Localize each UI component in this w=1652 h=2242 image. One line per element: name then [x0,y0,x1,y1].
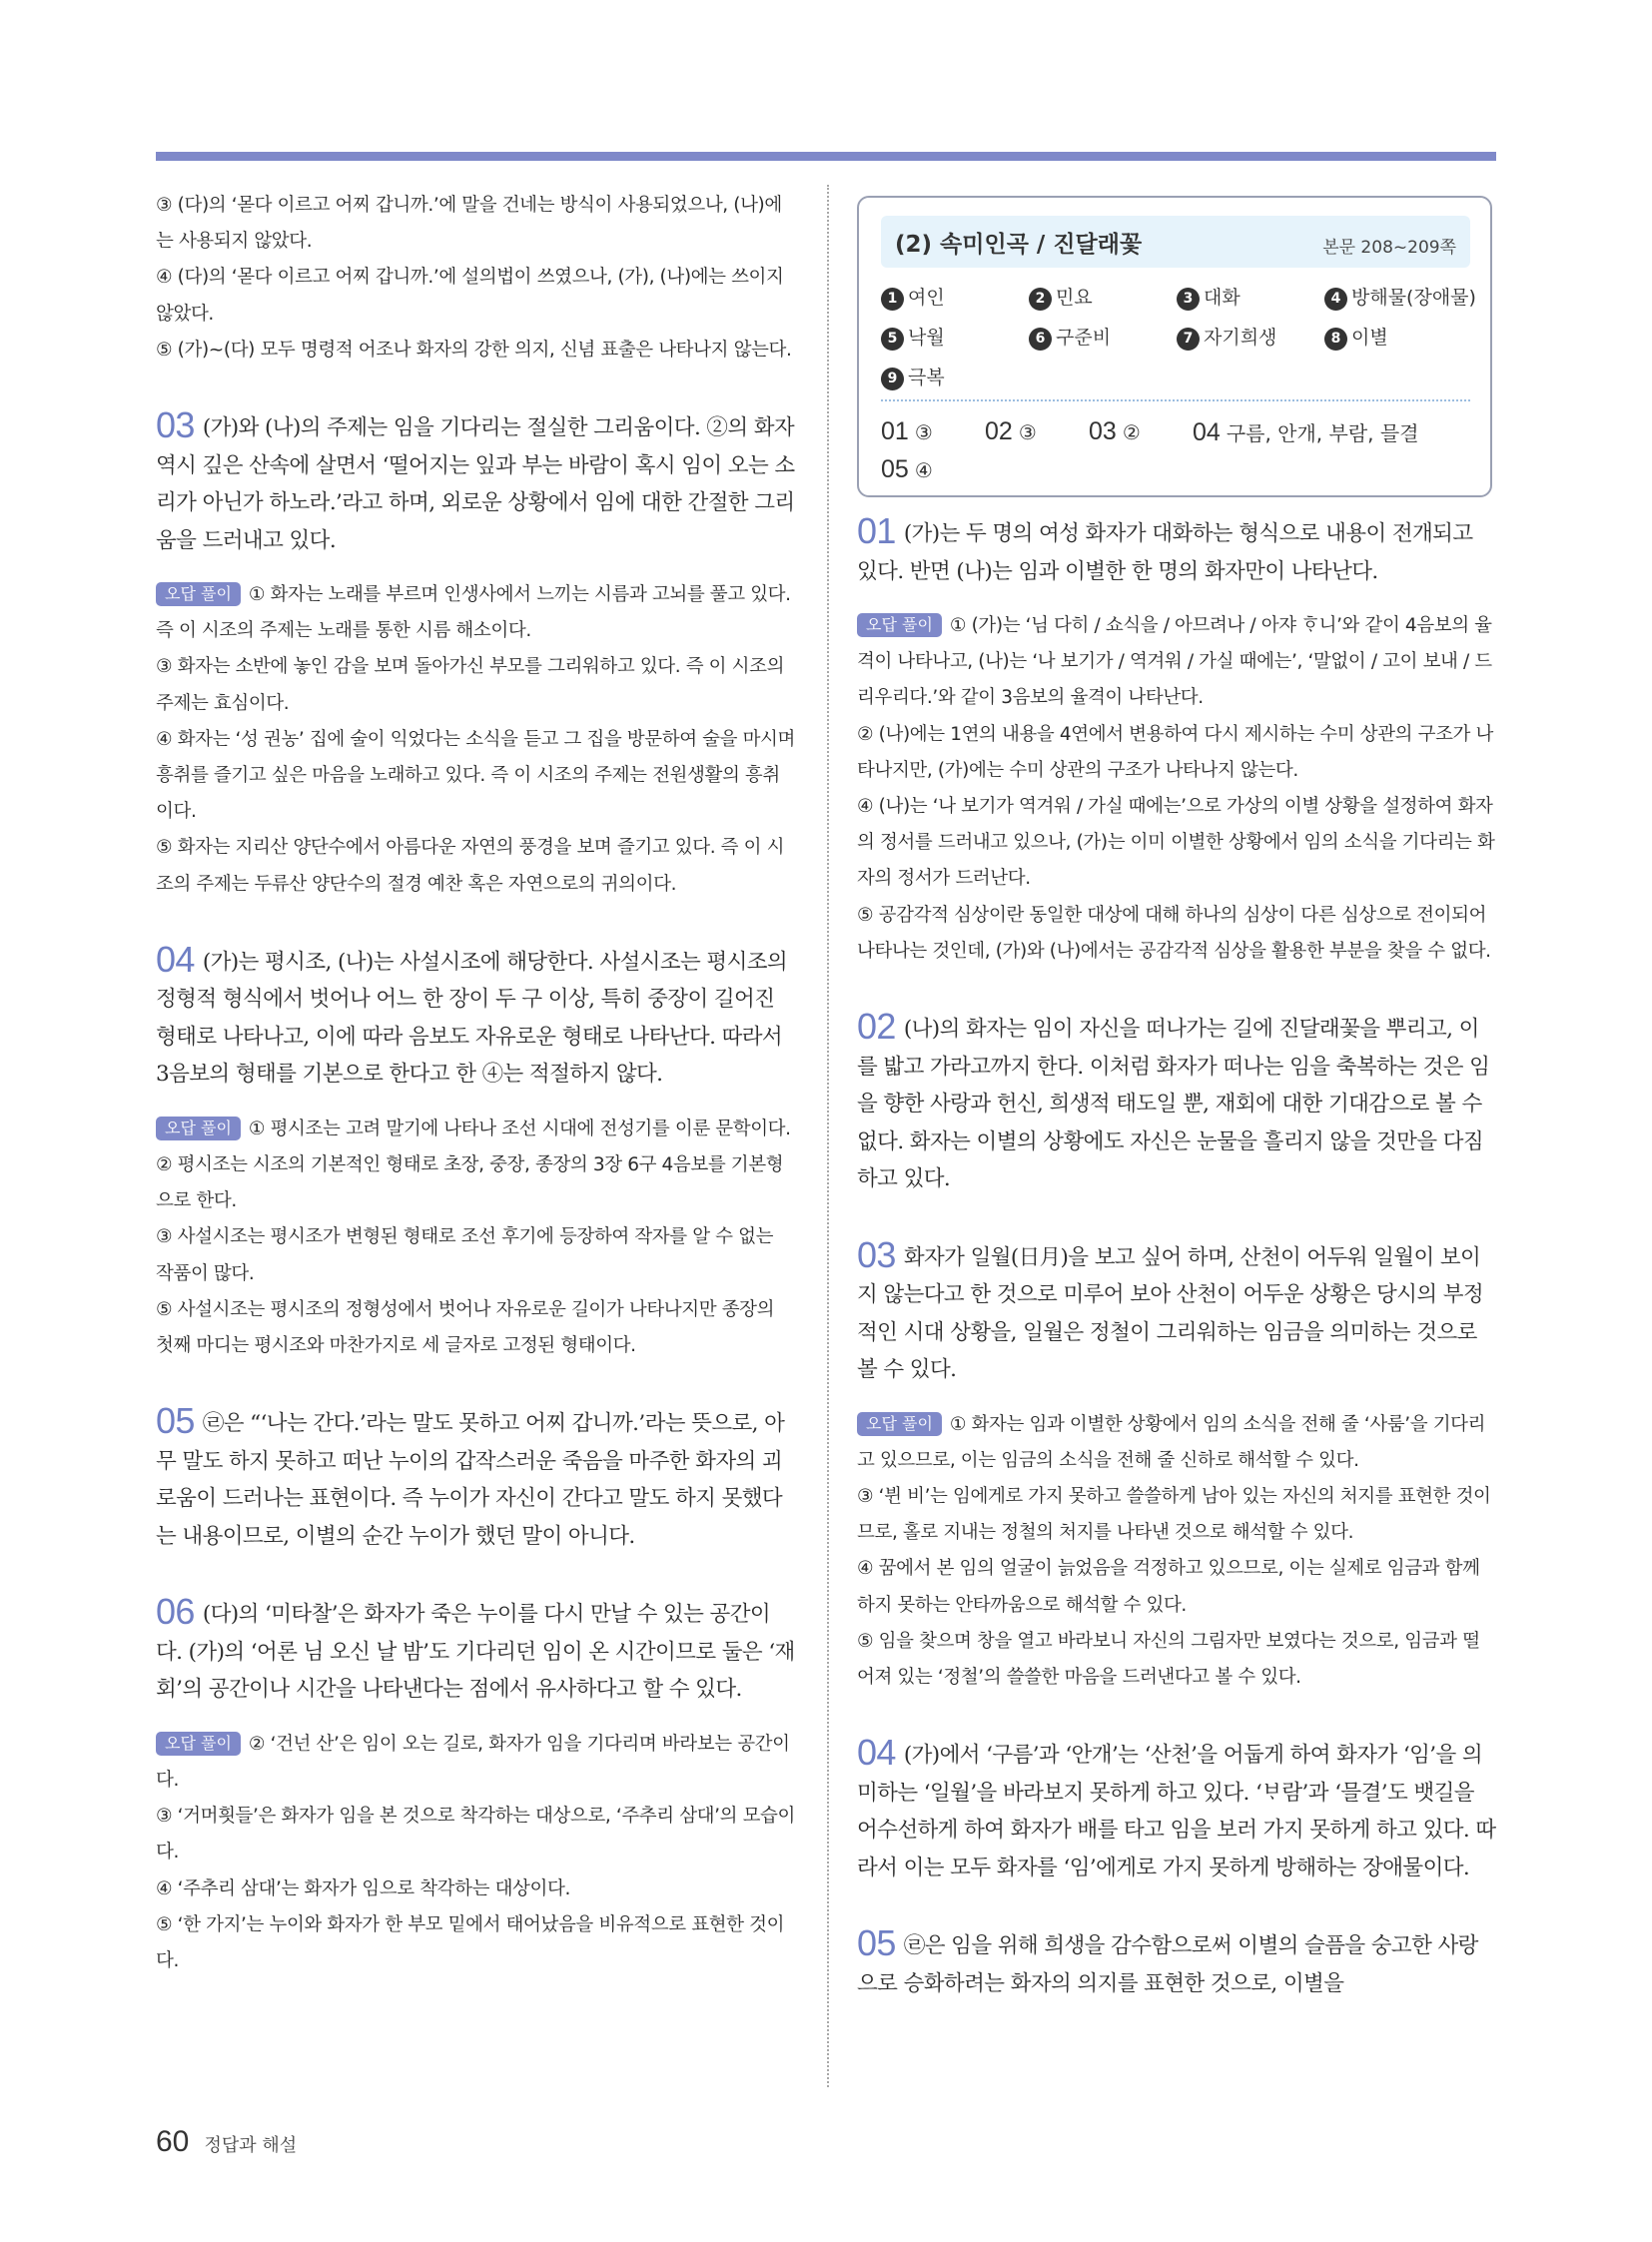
answer-value: ③ [914,420,933,444]
sub-explanation [156,1907,795,1979]
keyword-label: 여인 [908,287,945,309]
paragraph-text: (가)는 평시조, (나)는 사설시조에 해당한다. 사설시조는 평시조의 정형적 형식에서 벗어나 어느 한 장이 두 구 이상, 특히 중장이 길어진 형태로 나타나고, 이에 따라 음보도 자유로운 형태로 나타난다. 따라서 3음보의 형태를 기본으로 한다고 한 ④는 적절하지 않다. [156,949,788,1088]
sub-explanation [857,1479,1496,1551]
paragraph-text: ㉣은 “‘나는 간다.’라는 말도 못하고 어찌 갑니까.’라는 뜻으로, 아무 말도 하지 못하고 떠난 누이의 갑작스러운 죽음을 마주한 화자의 괴로움이 드러나는 표현이다. 즉 누이가 자신이 간다고 말도 하지 못했다는 내용이므로, 이별의 순간 누이가 했던 말이 아니다. [156,1411,785,1549]
question-explanation [156,938,795,1094]
question-number: 06 [156,1591,195,1633]
answer-number: 05 [881,455,909,483]
answer-box-title: (2) 속미인곡 / 진달래꽃 [895,232,1143,258]
paragraph-text: ④ 꿈에서 본 임의 얼굴이 늙었음을 걱정하고 있으므로, 이는 실제로 임금과 함께 하지 못하는 안타까움으로 해석할 수 있다. [857,1558,1480,1616]
answer-item [881,417,933,446]
paragraph-text: ④ 화자는 ‘성 권농’ 집에 술이 익었다는 소식을 듣고 그 집을 방문하여 술을 마시며 흥취를 즐기고 싶은 마음을 노래하고 있다. 즉 이 시조의 주제는 전원생활의 흥취이다. [156,728,795,823]
paragraph-text: ⑤ (가)~(다) 모두 명령적 어조나 화자의 강한 의지, 신념 표출은 나타나지 않는다. [156,339,792,361]
keyword-item [881,283,945,311]
sub-explanation [857,717,1496,789]
keyword-item [1029,283,1093,311]
paragraph-text: (가)는 두 명의 여성 화자가 대화하는 형식으로 내용이 전개되고 있다. 반면 (나)는 임과 이별한 한 명의 화자만이 나타난다. [857,521,1473,584]
sub-explanation [156,333,795,369]
paragraph-text: ⑤ 화자는 지리산 양단수에서 아름다운 자연의 풍경을 보며 즐기고 있다. 즉 이 시조의 주제는 두류산 양단수의 절경 예찬 혹은 자연으로의 귀의이다. [156,837,785,895]
answer-number: 02 [985,417,1013,445]
paragraph-text: ① 화자는 임과 이별한 상황에서 임의 소식을 전해 줄 ‘사룸’을 기다리고 있으므로, 이는 임금의 소식을 전해 줄 신하로 해석할 수 있다. [857,1413,1486,1471]
question-explanation [156,406,795,559]
paragraph-text: ④ (다)의 ‘몯다 이르고 어찌 갑니까.’에 설의법이 쓰였으나, (가), (나)에는 쓰이지 않았다. [156,267,784,325]
sub-explanation [156,1147,795,1219]
left-column [156,188,795,1979]
wrong-answer-badge: 오답 풀이 [857,1412,942,1436]
spacer [857,1389,1496,1407]
keyword-item [1324,323,1388,351]
paragraph-text: (가)에서 ‘구름’과 ‘안개’는 ‘산천’을 어둡게 하여 화자가 ‘임’을 의미하는 ‘일월’을 바라보지 못하게 하고 있다. ‘ᄇᆞ람’과 ‘믈결’도 뱃길을 어수선하게 하여 화자가 배를 타고 임을 보러 가지 못하게 하고 있다. 따라서 이는 모두 화자를 ‘임’에게로 가지 못하게 방해하는 장애물이다. [857,1743,1496,1880]
keyword-label: 대화 [1204,287,1240,309]
paragraph-text: ㉣은 임을 위해 희생을 감수함으로써 이별의 슬픔을 숭고한 사랑으로 승화하려는 화자의 의지를 표현한 것으로, 이별을 [857,1933,1478,1996]
wrong-answer-badge: 오답 풀이 [156,1117,241,1140]
paragraph-text: ③ 사설시조는 평시조가 변형된 형태로 조선 후기에 등장하여 작자를 알 수 없는 작품이 많다. [156,1226,774,1284]
keyword-item [881,323,945,351]
keyword-label: 방해물(장애물) [1351,287,1476,309]
sub-explanation [156,1219,795,1291]
question-number: 01 [857,510,896,551]
top-color-bar [156,152,1496,161]
paragraph-text: ⑤ 임을 찾으며 창을 열고 바라보니 자신의 그림자만 보였다는 것으로, 임금과 떨어져 있는 ‘정철’의 쓸쓸한 마음을 드러낸다고 볼 수 있다. [857,1630,1480,1688]
question-number: 05 [156,1400,195,1442]
question-number: 04 [156,938,195,980]
answer-box-header [881,216,1470,268]
question-explanation [857,512,1496,590]
keyword-item [881,363,945,390]
answer-value: ② [1122,420,1141,444]
paragraph-text: ④ ‘주추리 삼대’는 화자가 임으로 착각하는 대상이다. [156,1877,570,1899]
wrong-answer-badge: 오답 풀이 [156,582,241,606]
keyword-number-badge: 4 [1324,288,1347,311]
wrong-answer-badge: 오답 풀이 [857,613,942,637]
sub-explanation [156,1871,795,1907]
keyword-number-badge: 3 [1177,288,1200,311]
spacer [156,1709,795,1727]
sub-explanation [156,649,795,721]
column-separator [827,185,829,2087]
keyword-number-badge: 7 [1177,328,1200,351]
spacer [156,559,795,577]
spacer [857,970,1496,1008]
paragraph-text: ② 평시조는 시조의 기본적인 형태로 초장, 중장, 종장의 3장 6구 4음보를 기본형으로 한다. [156,1154,784,1212]
page-number: 60 [156,2125,190,2158]
spacer [156,1094,795,1112]
question-explanation [857,1233,1496,1389]
keyword-label: 낙월 [908,327,945,349]
answer-item [1089,417,1141,446]
sub-explanation [857,608,1496,717]
paragraph-text: ⑤ 사설시조는 평시조의 정형성에서 벗어나 자유로운 길이가 나타나지만 종장의 첫째 마디는 평시조와 마찬가지로 세 글자로 고정된 형태이다. [156,1298,775,1357]
sub-explanation [156,188,795,260]
paragraph-text: (나)의 화자는 임이 자신을 떠나가는 길에 진달래꽃을 뿌리고, 이를 밟고 가라고까지 한다. 이처럼 화자가 떠나는 임을 축복하는 것은 임을 향한 사랑과 헌신, 희생적 태도일 뿐, 재회에 대한 기대감으로 볼 수 없다. 화자는 이별의 상황에도 자신은 눈물을 흘리지 않을 것만을 다짐하고 있다. [857,1017,1490,1192]
keyword-number-badge: 8 [1324,328,1347,351]
answer-box-page-ref: 본문 208~209쪽 [1322,238,1456,258]
sub-explanation [857,1624,1496,1696]
spacer [857,590,1496,608]
keyword-number-badge: 2 [1029,288,1052,311]
paragraph-text: ① 평시조는 고려 말기에 나타나 조선 시대에 전성기를 이룬 문학이다. [248,1118,791,1139]
keyword-item [1324,283,1476,311]
paragraph-text: 화자가 일월(日月)을 보고 싶어 하며, 산천이 어두워 일월이 보이지 않는다고 한 것으로 미루어 보아 산천이 어두운 상황은 당시의 부정적인 시대 상황을, 일월은 정철이 그리워하는 임금을 의미하는 것으로 볼 수 있다. [857,1244,1484,1383]
answer-box-divider [881,399,1470,401]
spacer [156,1555,795,1593]
question-explanation [156,1593,795,1709]
question-number: 04 [857,1732,896,1774]
keyword-number-badge: 5 [881,328,904,351]
question-explanation [857,1924,1496,2002]
answer-value: 구름, 안개, 부람, 믈결 [1226,421,1419,445]
sub-explanation [156,1727,795,1799]
right-column [857,512,1496,2002]
answer-number: 01 [881,417,909,445]
wrong-answer-badge: 오답 풀이 [156,1732,241,1756]
paragraph-text: ② ‘건넌 산’은 임이 오는 길로, 화자가 임을 기다리며 바라보는 공간이다. [156,1733,790,1791]
spacer [156,903,795,941]
question-explanation [857,1008,1496,1198]
answer-box [857,196,1492,497]
sub-explanation [156,577,795,649]
keyword-label: 구준비 [1056,327,1112,349]
sub-explanation [857,789,1496,898]
question-number: 03 [857,1233,896,1275]
keyword-label: 이별 [1351,327,1388,349]
paragraph-text: ① (가)는 ‘님 다히 / 쇼식을 / 아므려나 / 아쟈 ᄒᆞ니’와 같이 4음보의 율격이 나타나고, (나)는 ‘나 보기가 / 역겨워 / 가실 때에는’, ‘말없이 / 고이 보내 / 드리우리다.’와 같이 3음보의 율격이 나타난다. [857,615,1492,709]
answer-value: ③ [1018,420,1037,444]
question-number: 02 [857,1006,896,1048]
spacer [156,369,795,406]
keyword-number-badge: 9 [881,368,904,390]
answer-item [985,417,1037,446]
paragraph-text: ③ (다)의 ‘몯다 이르고 어찌 갑니까.’에 말을 건네는 방식이 사용되었으나, (나)에는 사용되지 않았다. [156,195,782,253]
answer-number: 03 [1089,417,1117,445]
spacer [857,1886,1496,1924]
paragraph-text: ① 화자는 노래를 부르며 인생사에서 느끼는 시름과 고뇌를 풀고 있다. 즉 이 시조의 주제는 노래를 통한 시름 해소이다. [156,584,791,642]
page-footer [156,2125,297,2159]
paragraph-text: ③ ‘뷘 비’는 임에게로 가지 못하고 쓸쓸하게 남아 있는 자신의 처지를 표현한 것이므로, 홀로 지내는 정철의 처지를 나타낸 것으로 해석할 수 있다. [857,1485,1491,1544]
keyword-item [1177,283,1240,311]
question-number: 03 [156,404,195,446]
keyword-label: 민요 [1056,287,1093,309]
spacer [857,1198,1496,1236]
sub-explanation [857,1551,1496,1623]
answer-value: ④ [914,458,933,482]
page-footer-title: 정답과 해설 [204,2135,298,2156]
sub-explanation [156,830,795,902]
sub-explanation [857,1407,1496,1479]
paragraph-text: ② (나)에는 1연의 내용을 4연에서 변용하여 다시 제시하는 수미 상관의 구조가 나타나지만, (가)에는 수미 상관의 구조가 나타나지 않는다. [857,723,1493,781]
keyword-label: 자기희생 [1204,327,1277,349]
paragraph-text: ③ ‘거머흿들’은 화자가 임을 본 것으로 착각하는 대상으로, ‘주추리 삼대’의 모습이다. [156,1806,795,1864]
sub-explanation [156,1799,795,1870]
paragraph-text: (다)의 ‘미타찰’은 화자가 죽은 누이를 다시 만날 수 있는 공간이다. (가)의 ‘어론 님 오신 날 밤’도 기다리던 임이 온 시간이므로 둘은 ‘재회’의 공간이나 시간을 나타낸다는 점에서 유사하다고 할 수 있다. [156,1602,795,1703]
keyword-number-badge: 1 [881,288,904,311]
keyword-number-badge: 6 [1029,328,1052,351]
sub-explanation [156,1112,795,1147]
keyword-label: 극복 [908,367,945,388]
paragraph-text: ③ 화자는 소반에 놓인 감을 보며 돌아가신 부모를 그리워하고 있다. 즉 이 시조의 주제는 효심이다. [156,656,785,714]
sub-explanation [857,898,1496,970]
paragraph-text: ⑤ 공감각적 심상이란 동일한 대상에 대해 하나의 심상이 다른 심상으로 전이되어 나타나는 것인데, (가)와 (나)에서는 공감각적 심상을 활용한 부분을 찾을 수 없다. [857,904,1491,962]
spacer [156,1364,795,1402]
answer-number: 04 [1193,418,1221,446]
paragraph-text: ④ (나)는 ‘나 보기가 역겨워 / 가실 때에는’으로 가상의 이별 상황을 설정하여 화자의 정서를 드러내고 있으나, (가)는 이미 이별한 상황에서 임의 소식을 기다리는 화자의 정서가 드러난다. [857,796,1495,890]
sub-explanation [156,1292,795,1364]
spacer [857,1696,1496,1734]
answer-item [881,455,933,484]
answer-item [1193,417,1419,447]
keyword-item [1177,323,1276,351]
question-number: 05 [857,1922,896,1964]
question-explanation [156,1402,795,1555]
paragraph-text: (가)와 (나)의 주제는 임을 기다리는 절실한 그리움이다. ②의 화자 역시 깊은 산속에 살면서 ‘떨어지는 잎과 부는 바람이 혹시 임이 오는 소리가 아닌가 하노라.’라고 하며, 외로운 상황에서 임에 대한 간절한 그리움을 드러내고 있다. [156,415,795,553]
question-explanation [857,1734,1496,1886]
sub-explanation [156,260,795,332]
sub-explanation [156,722,795,831]
keyword-item [1029,323,1111,351]
paragraph-text: ⑤ ‘한 가지’는 누이와 화자가 한 부모 밑에서 태어났음을 비유적으로 표현한 것이다. [156,1913,785,1971]
